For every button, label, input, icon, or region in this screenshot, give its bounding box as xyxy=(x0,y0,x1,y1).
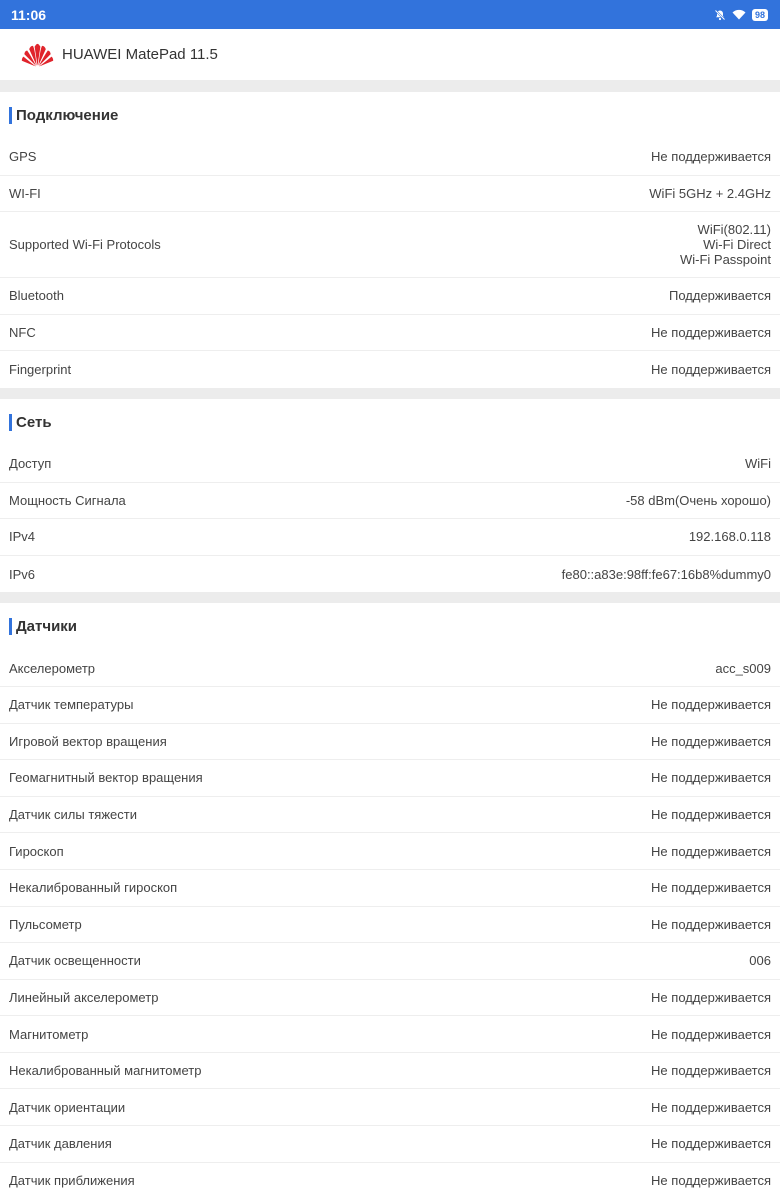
wifi-icon xyxy=(732,9,746,20)
info-row-game-rotation-vector xyxy=(0,724,780,761)
row-label: Датчик освещенности xyxy=(9,953,141,969)
row-value: 192.168.0.118 xyxy=(688,529,771,545)
row-value xyxy=(680,222,771,267)
row-value: 006 xyxy=(749,953,771,969)
info-row-uncalibrated-gyroscope xyxy=(0,870,780,907)
row-label: Геомагнитный вектор вращения xyxy=(9,770,203,786)
section-connection xyxy=(0,92,780,388)
section-title: Датчики xyxy=(16,618,78,636)
section-divider xyxy=(0,388,780,399)
row-value: Не поддерживается xyxy=(651,916,771,932)
row-label: IPv4 xyxy=(9,529,36,545)
row-label: NFC xyxy=(9,325,36,341)
row-label: Bluetooth xyxy=(9,288,64,304)
info-row-gravity-sensor xyxy=(0,797,780,834)
row-label: Датчик ориентации xyxy=(9,1099,126,1115)
row-label: Игровой вектор вращения xyxy=(9,733,167,749)
row-value-line: Wi-Fi Passpoint xyxy=(679,252,771,268)
section-divider xyxy=(0,592,780,603)
row-value: Не поддерживается xyxy=(651,733,771,749)
info-row-gyroscope xyxy=(0,833,780,870)
row-value: Не поддерживается xyxy=(651,1063,771,1079)
row-value: Не поддерживается xyxy=(651,1099,771,1115)
row-value-line: Wi-Fi Direct xyxy=(703,237,771,253)
info-row-light-sensor xyxy=(0,943,780,980)
info-row-accelerometer xyxy=(0,650,780,687)
info-row-temperature-sensor xyxy=(0,687,780,724)
row-value: fe80::a83e:98ff:fe67:16b8%dummy0 xyxy=(561,566,771,582)
row-value: Не поддерживается xyxy=(651,325,771,341)
row-label: Датчик приближения xyxy=(9,1173,135,1189)
row-label: IPv6 xyxy=(9,566,36,582)
section-header xyxy=(0,603,780,650)
info-row-linear-accelerometer xyxy=(0,980,780,1017)
row-label: Датчик силы тяжести xyxy=(9,807,137,823)
info-row-wifi xyxy=(0,176,780,213)
row-label: Магнитометр xyxy=(9,1026,89,1042)
row-value: Не поддерживается xyxy=(651,362,771,378)
row-value-line: WiFi(802.11) xyxy=(697,222,771,238)
info-row-heart-rate xyxy=(0,907,780,944)
section-accent-bar xyxy=(9,414,12,431)
info-row-proximity-sensor xyxy=(0,1163,780,1199)
status-bar xyxy=(0,0,780,29)
notifications-off-icon xyxy=(714,9,726,21)
row-label: Датчик температуры xyxy=(9,697,134,713)
row-label: Мощность Сигнала xyxy=(9,492,126,508)
info-row-bluetooth xyxy=(0,278,780,315)
section-title: Сеть xyxy=(16,413,52,431)
section-header xyxy=(0,399,780,446)
row-value: Не поддерживается xyxy=(651,880,771,896)
section-divider xyxy=(0,80,780,92)
info-row-geomagnetic-rotation-vector xyxy=(0,760,780,797)
row-label: Акселерометр xyxy=(9,660,95,676)
row-label: GPS xyxy=(9,149,37,165)
row-value: acc_s009 xyxy=(715,660,771,676)
section-sensors xyxy=(0,603,780,1199)
section-accent-bar xyxy=(9,107,12,124)
row-label: Доступ xyxy=(9,456,52,472)
row-value: Не поддерживается xyxy=(651,1136,771,1152)
row-value: Поддерживается xyxy=(668,288,771,304)
row-value: Не поддерживается xyxy=(651,1173,771,1189)
info-row-pressure-sensor xyxy=(0,1126,780,1163)
row-label: Пульсометр xyxy=(9,916,82,932)
info-row-nfc xyxy=(0,315,780,352)
device-title: HUAWEI MatePad 11.5 xyxy=(62,46,218,63)
row-label: Некалиброванный гироскоп xyxy=(9,880,178,896)
info-row-gps xyxy=(0,139,780,176)
row-label: Supported Wi-Fi Protocols xyxy=(9,237,161,253)
row-value: Не поддерживается xyxy=(651,770,771,786)
info-row-magnetometer xyxy=(0,1016,780,1053)
info-row-uncalibrated-magnetometer xyxy=(0,1053,780,1090)
status-icons xyxy=(714,9,768,21)
huawei-logo-icon xyxy=(21,43,54,67)
status-time: 11:06 xyxy=(11,6,47,23)
row-value: -58 dBm(Очень хорошо) xyxy=(625,492,771,508)
section-accent-bar xyxy=(9,618,12,635)
info-row-wifi-protocols xyxy=(0,212,780,278)
row-value: WiFi 5GHz + 2.4GHz xyxy=(649,185,771,201)
row-label: Гироскоп xyxy=(9,843,64,859)
info-row-fingerprint xyxy=(0,351,780,388)
row-label: Fingerprint xyxy=(9,362,72,378)
row-value: Не поддерживается xyxy=(651,843,771,859)
info-row-signal-strength xyxy=(0,483,780,520)
section-header xyxy=(0,92,780,139)
row-value: Не поддерживается xyxy=(651,1026,771,1042)
row-value: Не поддерживается xyxy=(651,697,771,713)
row-label: Датчик давления xyxy=(9,1136,112,1152)
row-label: Линейный акселерометр xyxy=(9,989,159,1005)
info-row-orientation-sensor xyxy=(0,1089,780,1126)
app-bar xyxy=(0,29,780,80)
section-network xyxy=(0,399,780,592)
row-label: Некалиброванный магнитометр xyxy=(9,1063,202,1079)
section-title: Подключение xyxy=(16,107,119,124)
row-value: Не поддерживается xyxy=(651,989,771,1005)
row-value: Не поддерживается xyxy=(651,149,771,165)
info-row-ipv6 xyxy=(0,556,780,593)
battery-icon: 98 xyxy=(752,9,768,21)
row-label: WI-FI xyxy=(9,185,41,201)
row-value: Не поддерживается xyxy=(651,807,771,823)
info-row-ipv4 xyxy=(0,519,780,556)
row-value: WiFi xyxy=(745,456,771,472)
info-row-access xyxy=(0,446,780,483)
